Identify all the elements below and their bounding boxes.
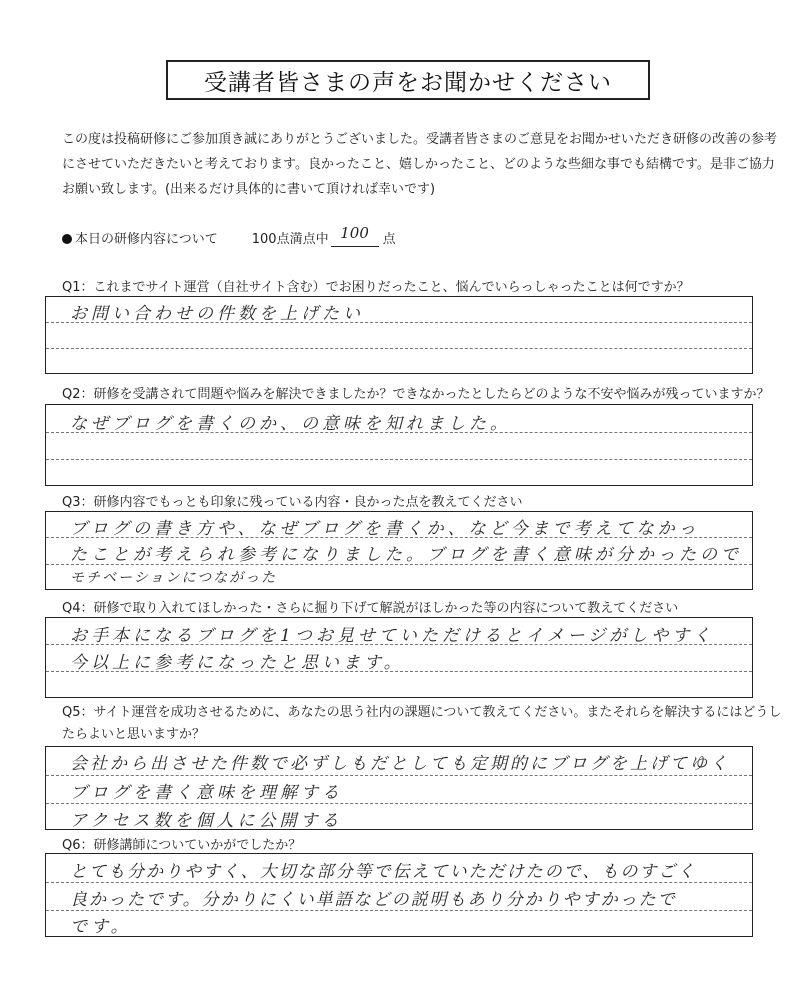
intro-text: この度は投稿研修にご参加頂き誠にありがとうございました。受講者皆さまのご意見をお聞かせいただき研修の改善の参考にさせていただきたいと考えております。良かったこと、嬉しかったこと、どのような些細な事でも結構です。是非ご協力お願い致します。(出来るだけ具体的に書いて頂ければ幸いです) [62, 132, 778, 197]
score-scale: 100点満点中 [251, 232, 329, 247]
score-unit: 点 [382, 232, 396, 247]
bullet-icon [62, 234, 72, 244]
answer-5-line-1: 会社から出させた件数で必ずしもだとしても定期的にブログを上げてゆく [70, 754, 730, 774]
answer-2-line-1: なぜブログを書くのか、の意味を知れました。 [70, 414, 511, 434]
question-1-label: Q1：これまでサイト運営（自社サイト含む）でお困りだったこと、悩んでいらっしゃったことは何ですか？ [62, 280, 690, 295]
question-2-label: Q2：研修を受講されて問題や悩みを解決できましたか？できなかったとしたらどのような不安や悩みが残っていますか？ [62, 387, 770, 402]
question-3-label: Q3：研修内容でもっとも印象に残っている内容・良かった点を教えてください [62, 495, 523, 510]
answer-box-1[interactable] [45, 296, 753, 374]
answer-line [46, 882, 752, 883]
answer-6-line-1: とても分かりやすく、大切な部分等で伝えていただけたので、ものすごく [70, 862, 697, 882]
answer-4-line-1: お手本になるブログを1つお見せていただけるとイメージがしやすく [70, 626, 715, 646]
answer-line [46, 348, 752, 349]
answer-1-line-1: お問い合わせの件数を上げたい [70, 304, 364, 324]
answer-5-line-2: ブログを書く意味を理解する [70, 783, 343, 803]
score-label: 本日の研修内容について [75, 232, 218, 247]
answer-3-line-1: ブログの書き方や、なぜブログを書くか、など今まで考えてなかっ [70, 519, 700, 539]
answer-box-6[interactable] [45, 853, 753, 937]
answer-6-line-2: 良かったです。分かりにくい単語などの説明もあり分かりやすかったで [70, 890, 677, 910]
answer-line [46, 459, 752, 460]
score-value: 100 [340, 224, 369, 242]
question-6-label: Q6：研修講師についていかがでしたか？ [62, 838, 302, 853]
score-row [62, 224, 396, 247]
score-field[interactable] [331, 224, 379, 247]
answer-line [46, 803, 752, 804]
answer-box-5[interactable] [45, 746, 753, 830]
answer-box-3[interactable] [45, 511, 753, 590]
answer-box-2[interactable] [45, 404, 753, 486]
answer-3-line-2: たことが考えられ参考になりました。ブログを書く意味が分かったので [70, 545, 742, 565]
answer-5-line-3: アクセス数を個人に公開する [70, 811, 343, 831]
answer-4-line-2: 今以上に参考になったと思います。 [70, 653, 405, 673]
answer-6-line-3: です。 [70, 917, 132, 937]
answer-line [46, 775, 752, 776]
answer-3-line-3: モチベーションにつながった [70, 570, 278, 586]
survey-title: 受講者皆さまの声をお聞かせください [166, 60, 650, 100]
answer-line [46, 910, 752, 911]
question-4-label: Q4：研修で取り入れてほしかった・さらに掘り下げて解説がほしかった等の内容について教えてください [62, 601, 679, 616]
answer-box-4[interactable] [45, 617, 753, 698]
question-5-label: Q5：サイト運営を成功させるために、あなたの思う社内の課題について教えてください。またそれらを解決するにはどうしたらよいと思いますか？ [62, 705, 782, 742]
